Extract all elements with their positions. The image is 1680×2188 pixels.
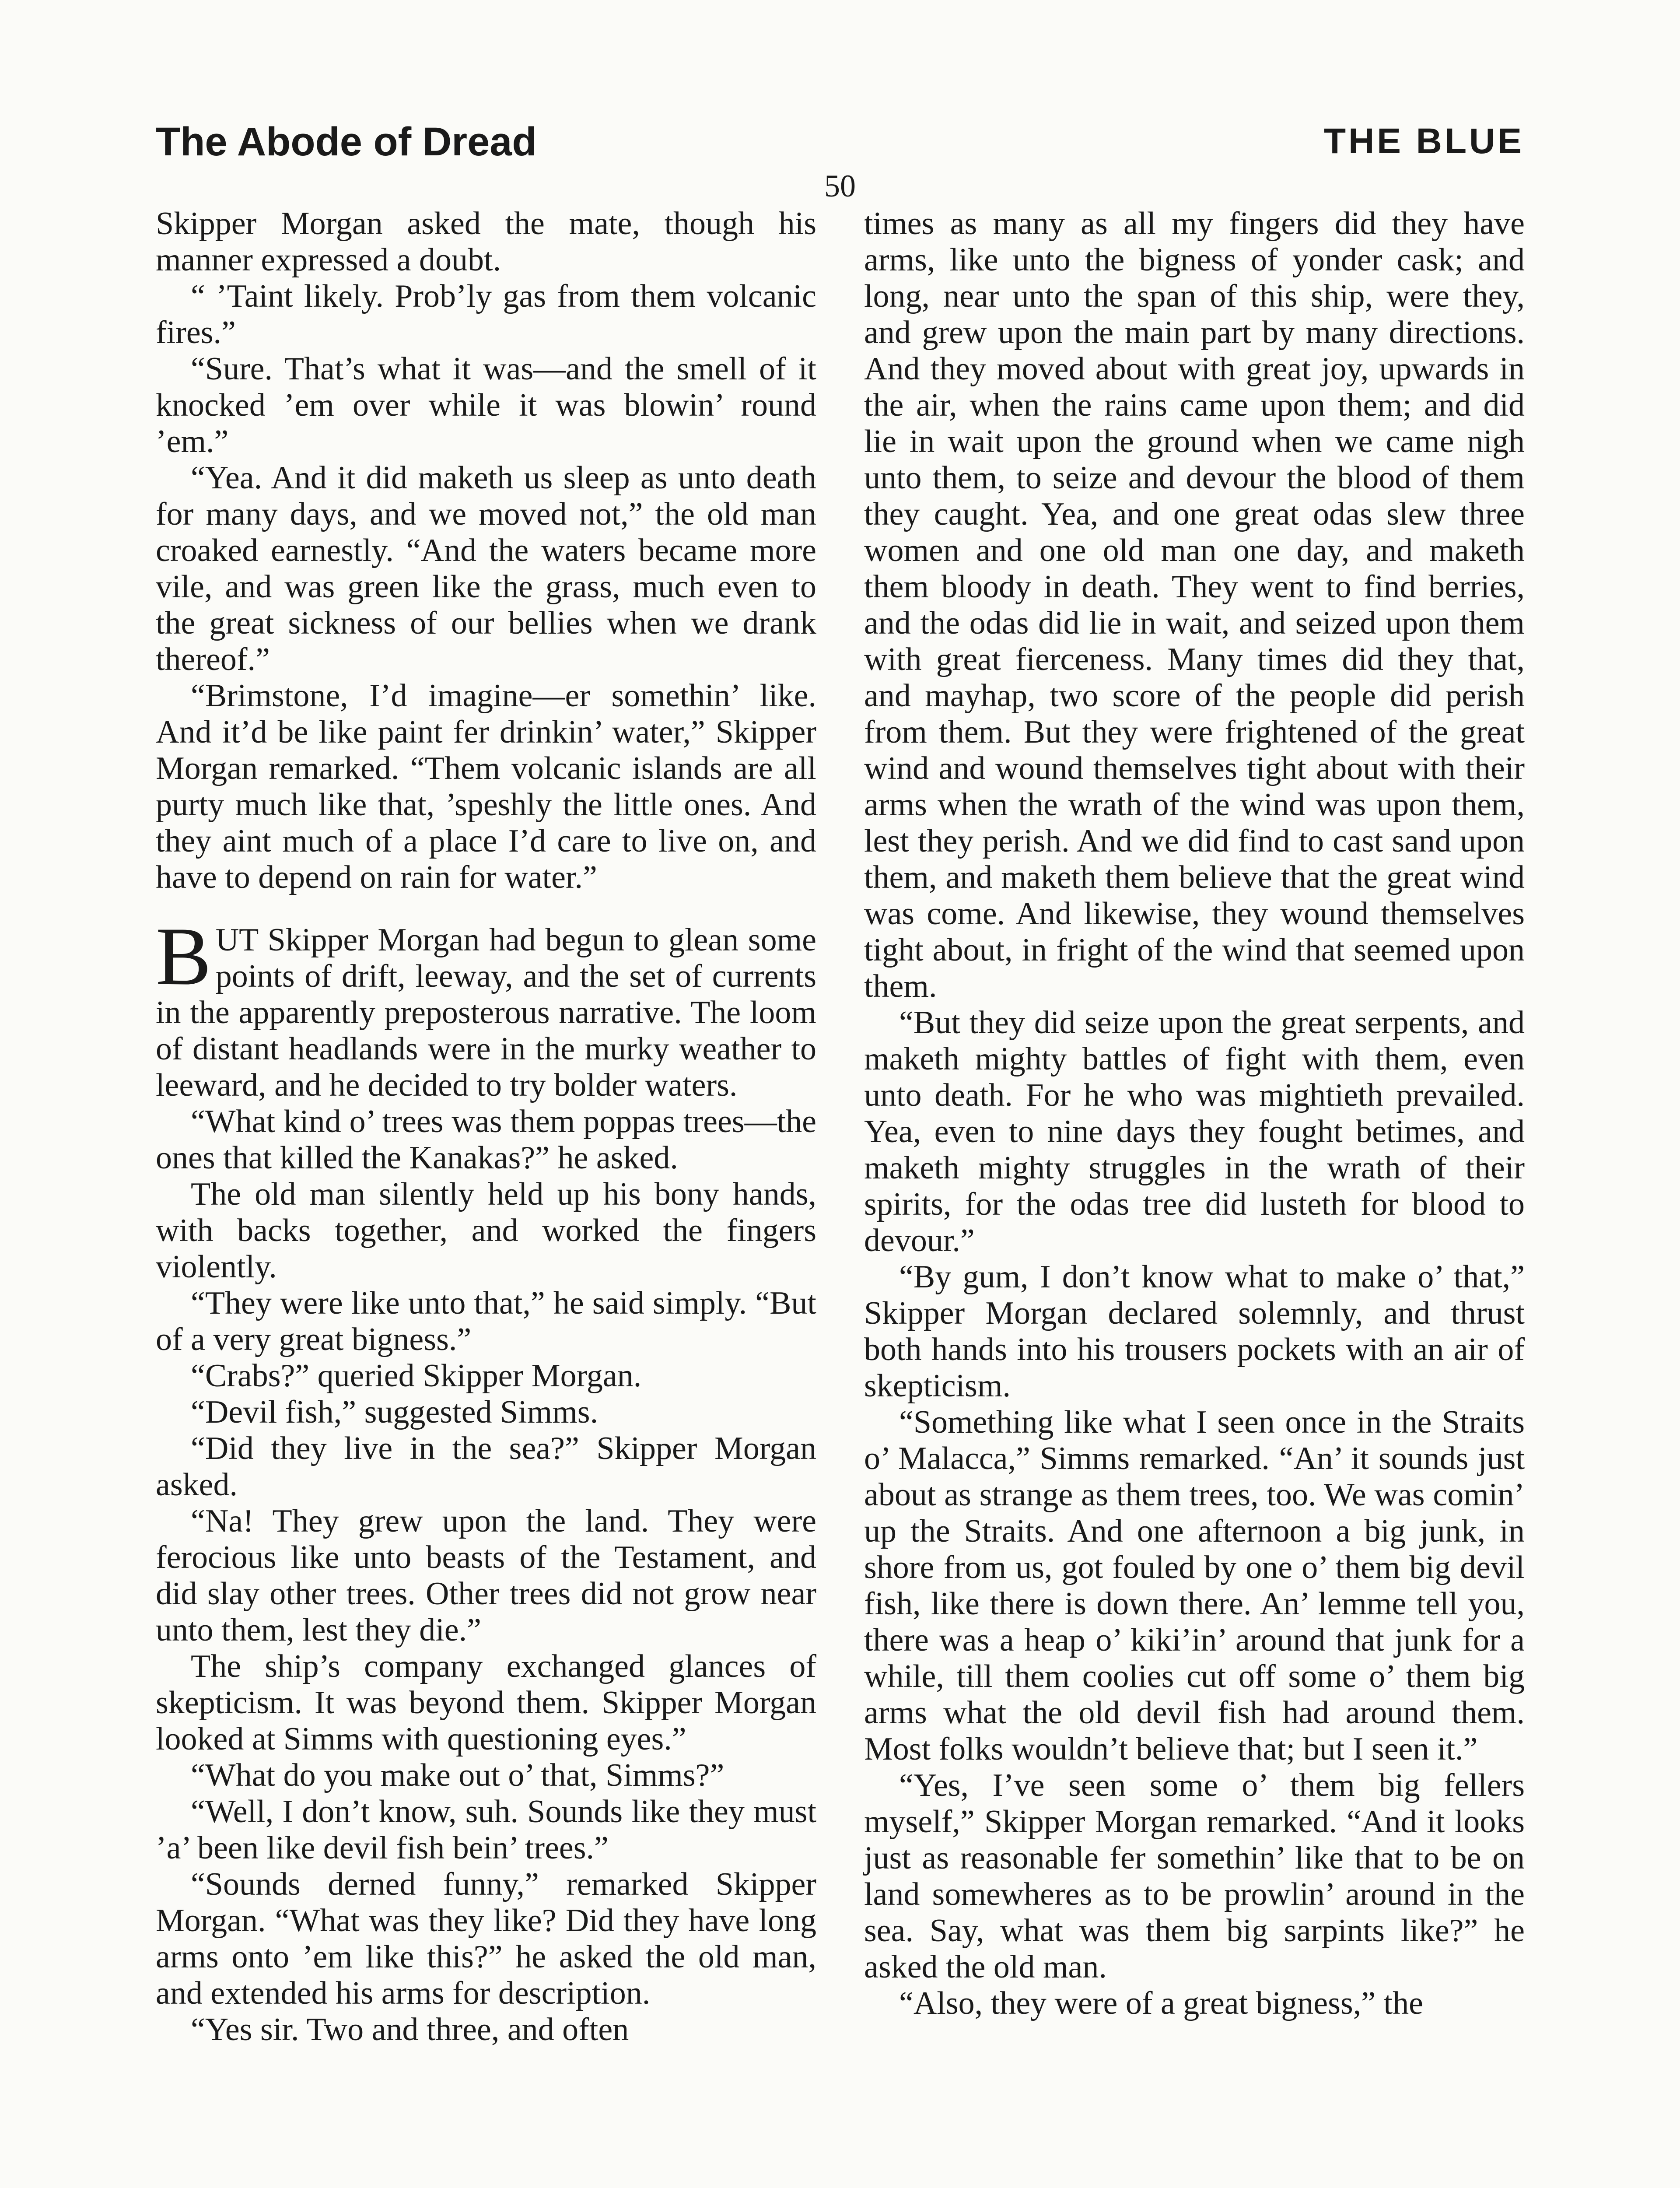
paragraph: “Did they live in the sea?” Skipper Morgan asked.: [156, 1431, 816, 1503]
paragraph: The old man silently held up his bony hands, with backs together, and worked the fingers violently.: [156, 1176, 816, 1285]
paragraph: “Na! They grew upon the land. They were ferocious like unto beasts of the Testament, and did slay other trees. Other trees did not grow near unto them, lest they die.”: [156, 1503, 816, 1648]
magazine-title: THE BLUE: [1324, 121, 1524, 161]
paragraph: “Well, I don’t know, suh. Sounds like they must ’a’ been like devil fish bein’ trees.”: [156, 1794, 816, 1866]
dropcap-paragraph: [156, 911, 816, 1104]
paragraph: “Yes, I’ve seen some o’ them big fellers myself,” Skipper Morgan remarked. “And it looks just as reasonable fer somethin’ like that to be on land somewheres as to be prowlin’ around in the sea. Say, what was them big sarpints like?” he asked the old man.: [864, 1767, 1525, 1985]
running-head: [156, 119, 1524, 167]
paragraph: times as many as all my fingers did they have arms, like unto the bigness of yonder cask; and long, near unto the span of this ship, were they, and grew upon the main part by many directions. And they moved about with great joy, upwards in the air, when the rains came upon them; and did lie in wait upon the ground when we came nigh unto them, to seize and devour the blood of them they caught. Yea, and one great odas slew three women and one old man one day, and maketh them bloody in death. They went to find berries, and the odas did lie in wait, and seized upon them with great fierceness. Many times did they that, and mayhap, two score of the people did perish from them. But they were frightened of the great wind and wound themselves tight about with their arms when the wrath of the wind was upon them, lest they perish. And we did find to cast sand upon them, and maketh them believe that the great wind was come. And likewise, they wound themselves tight about, in fright of the wind that seemed upon them.: [864, 206, 1525, 1004]
paragraph: “What do you make out o’ that, Simms?”: [191, 1757, 724, 1793]
paragraph: “Something like what I seen once in the Straits o’ Malacca,” Simms remarked. “An’ it sounds just about as strange as them trees, too. We was comin’ up the Straits. And one afternoon a big junk, in shore from us, got fouled by one o’ them big devil fish, like there is down there. An’ lemme tell you, there was a heap o’ kiki’in’ around that junk for a while, till them coolies cut off some o’ them big arms what the old devil fish had around them. Most folks wouldn’t believe that; but I seen it.”: [864, 1404, 1525, 1767]
right-column: [864, 206, 1525, 2022]
paragraph: Skipper Morgan asked the mate, though his manner expressed a doubt.: [156, 206, 816, 278]
paragraph: “Yes sir. Two and three, and often: [191, 2012, 629, 2048]
paragraph: “Devil fish,” suggested Simms.: [191, 1394, 598, 1430]
dropcap-paragraph-text: UT Skipper Morgan had begun to glean some points of drift, leeway, and the set of currents in the apparently preposterous narrative. The loom of distant headlands were in the murky weather to leeward, and he decided to try bolder waters.: [156, 922, 816, 1103]
paragraph: “Sure. That’s what it was—and the smell of it knocked ’em over while it was blowin’ round ’em.”: [156, 351, 816, 459]
page-number: 50: [824, 168, 856, 203]
paragraph: “Sounds derned funny,” remarked Skipper Morgan. “What was they like? Did they have long arms onto ’em like this?” he asked the old man, and extended his arms for description.: [156, 1866, 816, 2011]
paragraph: “But they did seize upon the great serpents, and maketh mighty battles of fight with them, even unto death. For he who was mightieth prevailed. Yea, even to nine days they fought betimes, and maketh mighty struggles in the wrath of their spirits, for the odas tree did lusteth for blood to devour.”: [864, 1005, 1525, 1259]
story-title: The Abode of Dread: [156, 119, 537, 164]
paragraph: “ ’Taint likely. Prob’ly gas from them volcanic fires.”: [156, 278, 816, 351]
paragraph: “By gum, I don’t know what to make o’ that,” Skipper Morgan declared solemnly, and thrust both hands into his trousers pockets with an air of skepticism.: [864, 1259, 1525, 1404]
paragraph: “Crabs?” queried Skipper Morgan.: [191, 1358, 642, 1394]
dropcap-letter: B: [156, 911, 211, 1003]
paragraph: “Yea. And it did maketh us sleep as unto death for many days, and we moved not,” the old man croaked earnestly. “And the waters became more vile, and was green like the grass, much even to the great sickness of our bellies when we drank thereof.”: [156, 460, 816, 677]
paragraph: “They were like unto that,” he said simply. “But of a very great bigness.”: [156, 1285, 816, 1357]
paragraph: The ship’s company exchanged glances of skepticism. It was beyond them. Skipper Morgan looked at Simms with questioning eyes.”: [156, 1648, 816, 1757]
paragraph: “Also, they were of a great bigness,” the: [899, 1985, 1423, 2021]
paragraph: “Brimstone, I’d imagine—er somethin’ like. And it’d be like paint fer drinkin’ water,” Skipper Morgan remarked. “Them volcanic islands are all purty much like that, ’speshly the little ones. And they aint much of a place I’d care to live on, and have to depend on rain for water.”: [156, 678, 816, 895]
left-column: [156, 206, 816, 2048]
paragraph: “What kind o’ trees was them poppas trees—the ones that killed the Kanakas?” he asked.: [156, 1104, 816, 1176]
